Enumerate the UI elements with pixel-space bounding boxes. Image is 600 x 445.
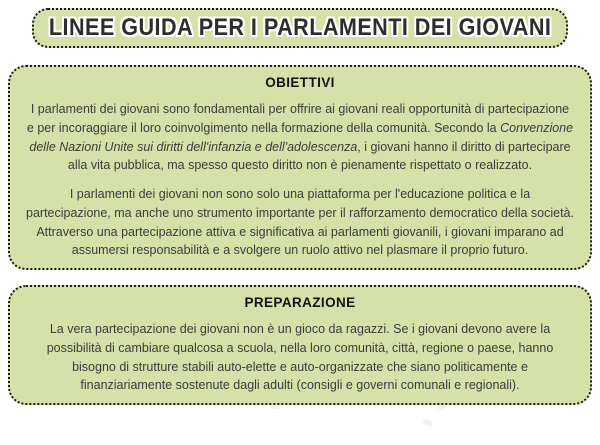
text-run: , i giovani hanno il diritto di partecipare alla vita pubblica, ma spesso questo diritto non è pienamente rispettato o realizzato.: [67, 139, 571, 173]
text-run: La vera partecipazione dei giovani non è un gioco da ragazzi. Se i giovani devono avere la possibilità di cambiare qualcosa a scuola, nella loro comunità, città, regione o paese, hanno bisogno di strutture stabili auto-elette e auto-organizzate che siano politicamente e finanziariamente sostenute dagli adulti (consigli e governi comunali e regionali).: [46, 322, 554, 393]
section-preparazione: [8, 285, 592, 405]
section-heading: PREPARAZIONE: [244, 295, 356, 310]
poster-content: [0, 8, 600, 405]
text-run: I parlamenti dei giovani sono fondamentali per offrire ai giovani reali opportunità di partecipazione e per incoraggiare il loro coinvolgimento nella formazione della comunità. Secondo la: [26, 102, 570, 135]
paragraph: [26, 100, 574, 175]
section-heading: OBIETTIVI: [265, 75, 335, 90]
section-body: [26, 100, 574, 260]
page-title: LINEE GUIDA PER I PARLAMENTI DEI GIOVANI: [48, 14, 552, 41]
paragraph: [26, 185, 574, 260]
text-run: I parlamenti dei giovani non sono solo una piattaforma per l'educazione politica e la partecipazione, ma anche uno strumento importante per il rafforzamento democratico della società. Attraverso una partecipazione attiva e significativa ai parlamenti giovanili, i giovani imparano ad assumersi responsabilità e a svolgere un ruolo attivo nel plasmare il proprio futuro.: [26, 187, 574, 258]
section-obiettivi: [8, 65, 592, 270]
title-banner: [32, 8, 568, 48]
paragraph: [26, 320, 574, 395]
section-body: [26, 320, 574, 395]
sections: [8, 65, 592, 405]
italic-text-run: Convenzione delle Nazioni Unite sui diritti dell'infanzia e dell'adolescenza: [29, 120, 574, 154]
